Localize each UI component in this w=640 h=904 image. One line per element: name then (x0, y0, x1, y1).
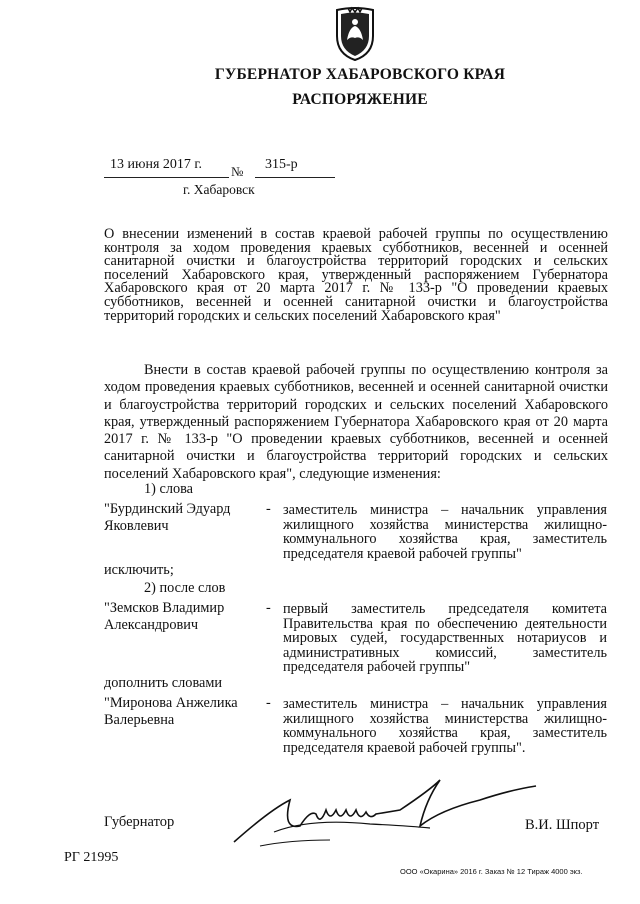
entry2-dash: - (266, 600, 271, 616)
entry2-description: первый заместитель председателя комитета Правительства края по обеспечению деятельности мировых судей, государственных нотариусов и административных комиссий, заместитель председателя рабочей группы" (283, 601, 607, 676)
entry1-name: "Бурдинский Эдуард Яковлевич (104, 501, 231, 534)
add-text: дополнить словами (104, 675, 223, 691)
governor-name: В.И. Шпорт (525, 817, 600, 833)
number-sign: № (231, 164, 244, 179)
entry3-dash: - (266, 695, 271, 711)
entry3-name: "Миронова Анжелика Валерьевна (104, 695, 238, 728)
governor-signature (230, 770, 540, 850)
printer-imprint: ООО «Окарина» 2016 г. Заказ № 12 Тираж 4000 экз. (400, 867, 583, 876)
body-intro: Внести в состав краевой рабочей группы по осуществлению контроля за ходом проведения краевых субботников, весенней и осенней санитарной очистки и благоустройства территорий городских и сельских поселений Хабаровского края, утвержденный распоряжением Губернатора Хабаровского края от 20 марта 2017 г. № 133-р "О проведении краевых субботников, весенней и осенней санитарной очистки и благоустройства территорий городских и сельских поселений Хабаровского края", следующие изменения: (104, 362, 608, 482)
document-subject: О внесении изменений в состав краевой рабочей группы по осуществлению контроля за ходом проведения краевых субботников, весенней и осенней санитарной очистки и благоустройства территорий городских и сельских поселений Хабаровского края, утвержденный распоряжением Губернатора Хабаровского края от 20 марта 2017 г. № 133-р "О проведении краевых субботников, весенней и осенней санитарной очистки и благоустройства территорий городских и сельских поселений Хабаровского края" (104, 226, 608, 324)
coat-of-arms-emblem (331, 6, 379, 62)
number-underline (255, 177, 335, 178)
entry3-description: заместитель министра – начальник управления жилищного хозяйства министерства жилищно-коммунального хозяйства края, заместитель председателя краевой рабочей группы". (283, 696, 607, 756)
document-date: 13 июня 2017 г. (110, 157, 203, 172)
entry1-description: заместитель министра – начальник управления жилищного хозяйства министерства жилищно-коммунального хозяйства края, заместитель председателя краевой рабочей группы" (283, 502, 607, 562)
governor-label: Губернатор (104, 814, 175, 830)
item1-label: 1) слова (144, 481, 194, 497)
exclude-text: исключить; (104, 562, 174, 578)
document-city: г. Хабаровск (183, 182, 255, 197)
date-underline (104, 177, 229, 178)
entry2-name: "Земсков Владимир Александрович (104, 600, 225, 633)
entry1-dash: - (266, 501, 271, 517)
item2-label: 2) после слов (144, 580, 226, 596)
registration-number: РГ 21995 (64, 850, 119, 865)
document-type: РАСПОРЯЖЕНИЕ (292, 91, 428, 108)
issuer-title: ГУБЕРНАТОР ХАБАРОВСКОГО КРАЯ (214, 66, 506, 83)
document-number: 315-р (265, 157, 298, 172)
